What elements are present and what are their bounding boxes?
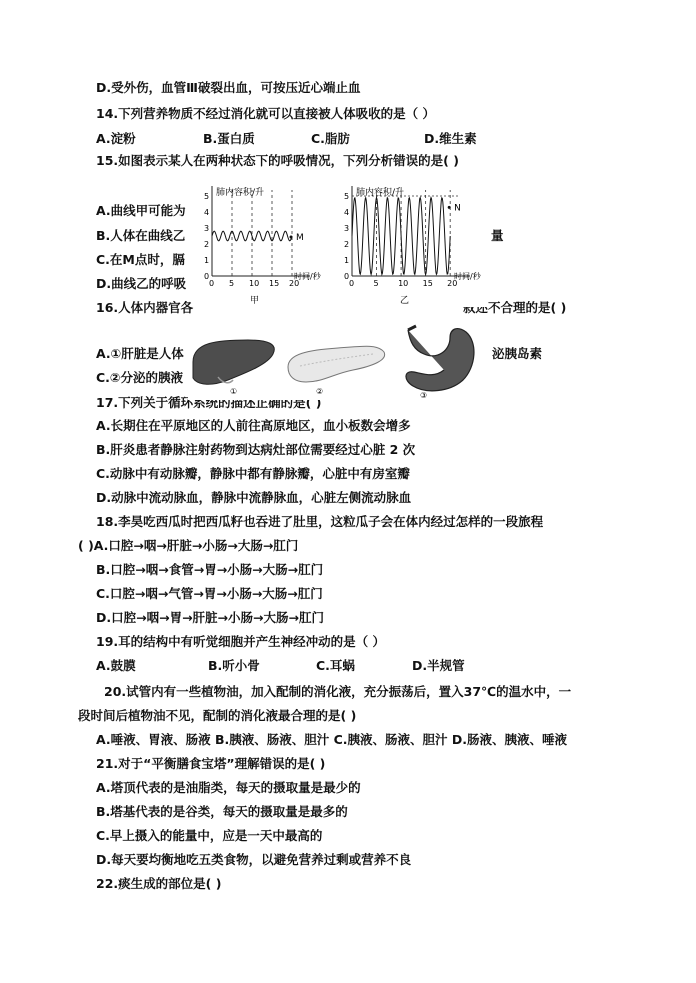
text-line-l1: D.受外伤，血管Ⅲ破裂出血，可按压近心端止血 (96, 80, 361, 95)
x-tick-label: 15 (269, 279, 280, 288)
text-line-l9b: 叙述不合理的是( ) (463, 300, 567, 315)
option-o19a: A.鼓膜 (96, 658, 136, 673)
pancreas-label: ② (316, 387, 324, 396)
stomach-image (406, 326, 474, 391)
text-line-l27: 21.对于“平衡膳食宝塔”理解错误的是( ) (96, 756, 326, 771)
x-tick-label: 10 (249, 279, 260, 288)
y-tick-label: 5 (204, 192, 210, 201)
y-tick-label: 4 (204, 208, 210, 217)
option-o14c: C.脂肪 (311, 131, 350, 146)
option-o14b: B.蛋白质 (203, 131, 255, 146)
text-line-l6b: 量 (491, 228, 504, 243)
text-line-l2: 14.下列营养物质不经过消化就可以直接被人体吸收的是（ ） (96, 106, 435, 121)
y-tick-label: 0 (344, 272, 350, 281)
text-line-l16: D.动脉中流动脉血，静脉中流静脉血，心脏左侧流动脉血 (96, 490, 412, 505)
organs-figure (188, 322, 488, 400)
text-line-l15: C.动脉中有动脉瓣，静脉中都有静脉瓣，心脏中有房室瓣 (96, 466, 410, 481)
x-axis-label: 时间/秒 (454, 272, 481, 281)
text-line-l17: 18.李昊吃西瓜时把西瓜籽也吞进了肚里，这粒瓜子会在体内经过怎样的一段旅程 (96, 514, 544, 529)
y-tick-label: 5 (344, 192, 350, 201)
text-line-l21: D.口腔→咽→胃→肝脏→小肠→大肠→肛门 (96, 610, 324, 625)
y-tick-label: 3 (344, 224, 350, 233)
option-o19d: D.半规管 (412, 658, 465, 673)
y-axis-label: 肺内容积/升 (356, 188, 405, 198)
text-line-l5: A.曲线甲可能为 (96, 203, 186, 218)
x-tick-label: 5 (229, 279, 235, 288)
text-line-l22: 19.耳的结构中有听觉细胞并产生神经冲动的是（ ） (96, 634, 385, 649)
y-tick-label: 0 (204, 272, 210, 281)
x-tick-label: 20 (289, 279, 300, 288)
option-o19c: C.耳蜗 (316, 658, 355, 673)
annotation-point (290, 236, 293, 239)
y-tick-label: 3 (204, 224, 210, 233)
option-o19b: B.听小骨 (208, 658, 260, 673)
text-line-l8: D.曲线乙的呼吸 (96, 276, 187, 291)
text-line-l14: B.肝炎患者静脉注射药物到达病灶部位需要经过心脏 2 次 (96, 442, 416, 457)
text-line-l11: C.②分泌的胰液 (96, 370, 184, 385)
annotation-label: N (454, 203, 461, 214)
x-tick-label: 0 (209, 279, 215, 288)
chart-title: 乙 (400, 296, 410, 306)
text-line-l25: 段时间后植物油不见，配制的消化液最合理的是( ) (78, 708, 357, 723)
text-line-l9: 16.人体内器官各 (96, 300, 194, 315)
text-line-l24: 20.试管内有一些植物油，加入配制的消化液，充分振荡后，置入37℃的温水中，一 (104, 684, 572, 699)
x-tick-label: 10 (398, 279, 409, 288)
y-tick-label: 4 (344, 208, 350, 217)
text-line-l18: ( )A.口腔→咽→肝脏→小肠→大肠→肛门 (78, 538, 299, 553)
stomach-label: ③ (420, 391, 428, 400)
text-line-l10b: 泌胰岛素 (492, 346, 543, 361)
y-tick-label: 2 (204, 240, 210, 249)
x-axis-label: 时间/秒 (294, 272, 321, 281)
y-tick-label: 2 (344, 240, 350, 249)
x-tick-label: 20 (447, 279, 458, 288)
text-line-l20: C.口腔→咽→气管→胃→小肠→大肠→肛门 (96, 586, 323, 601)
liver-image (193, 340, 274, 384)
text-line-l12: 17.下列关于循环系统的描述正确的是( ) (96, 395, 322, 410)
y-axis-label: 肺内容积/升 (216, 188, 265, 198)
chart-title: 甲 (250, 296, 260, 306)
text-line-l13: A.长期住在平原地区的人前往高原地区，血小板数会增多 (96, 418, 411, 433)
text-line-l4: 15.如图表示某人在两种状态下的呼吸情况，下列分析错误的是( ) (96, 153, 459, 168)
pancreas-image (288, 346, 385, 382)
text-line-l10: A.①肝脏是人体 (96, 346, 184, 361)
text-line-l6: B.人体在曲线乙 (96, 228, 186, 243)
text-line-l19: B.口腔→咽→食管→胃→小肠→大肠→肛门 (96, 562, 324, 577)
y-tick-label: 1 (344, 256, 350, 265)
text-line-l30: C.早上摄入的能量中，应是一天中最高的 (96, 828, 323, 843)
annotation-point (448, 206, 451, 209)
breathing-chart-b (338, 182, 488, 307)
annotation-label: M (296, 233, 304, 243)
text-line-l26: A.唾液、胃液、肠液 B.胰液、肠液、胆汁 C.胰液、肠液、胆汁 D.肠液、胰液、唾液 (96, 732, 568, 747)
text-line-l31: D.每天要均衡地吃五类食物，以避免营养过剩或营养不良 (96, 852, 412, 867)
breathing-chart-a (198, 182, 328, 307)
text-line-l29: B.塔基代表的是谷类，每天的摄取量是最多的 (96, 804, 348, 819)
option-o14d: D.维生素 (424, 131, 477, 146)
text-line-l7: C.在M点时，膈 (96, 252, 185, 267)
x-tick-label: 15 (422, 279, 433, 288)
x-tick-label: 5 (373, 279, 379, 288)
text-line-l28: A.塔顶代表的是油脂类，每天的摄取量是最少的 (96, 780, 361, 795)
option-o14a: A.淀粉 (96, 131, 136, 146)
text-line-l32: 22.痰生成的部位是( ) (96, 876, 222, 891)
liver-label: ① (230, 387, 238, 396)
x-tick-label: 0 (349, 279, 355, 288)
y-tick-label: 1 (204, 256, 210, 265)
